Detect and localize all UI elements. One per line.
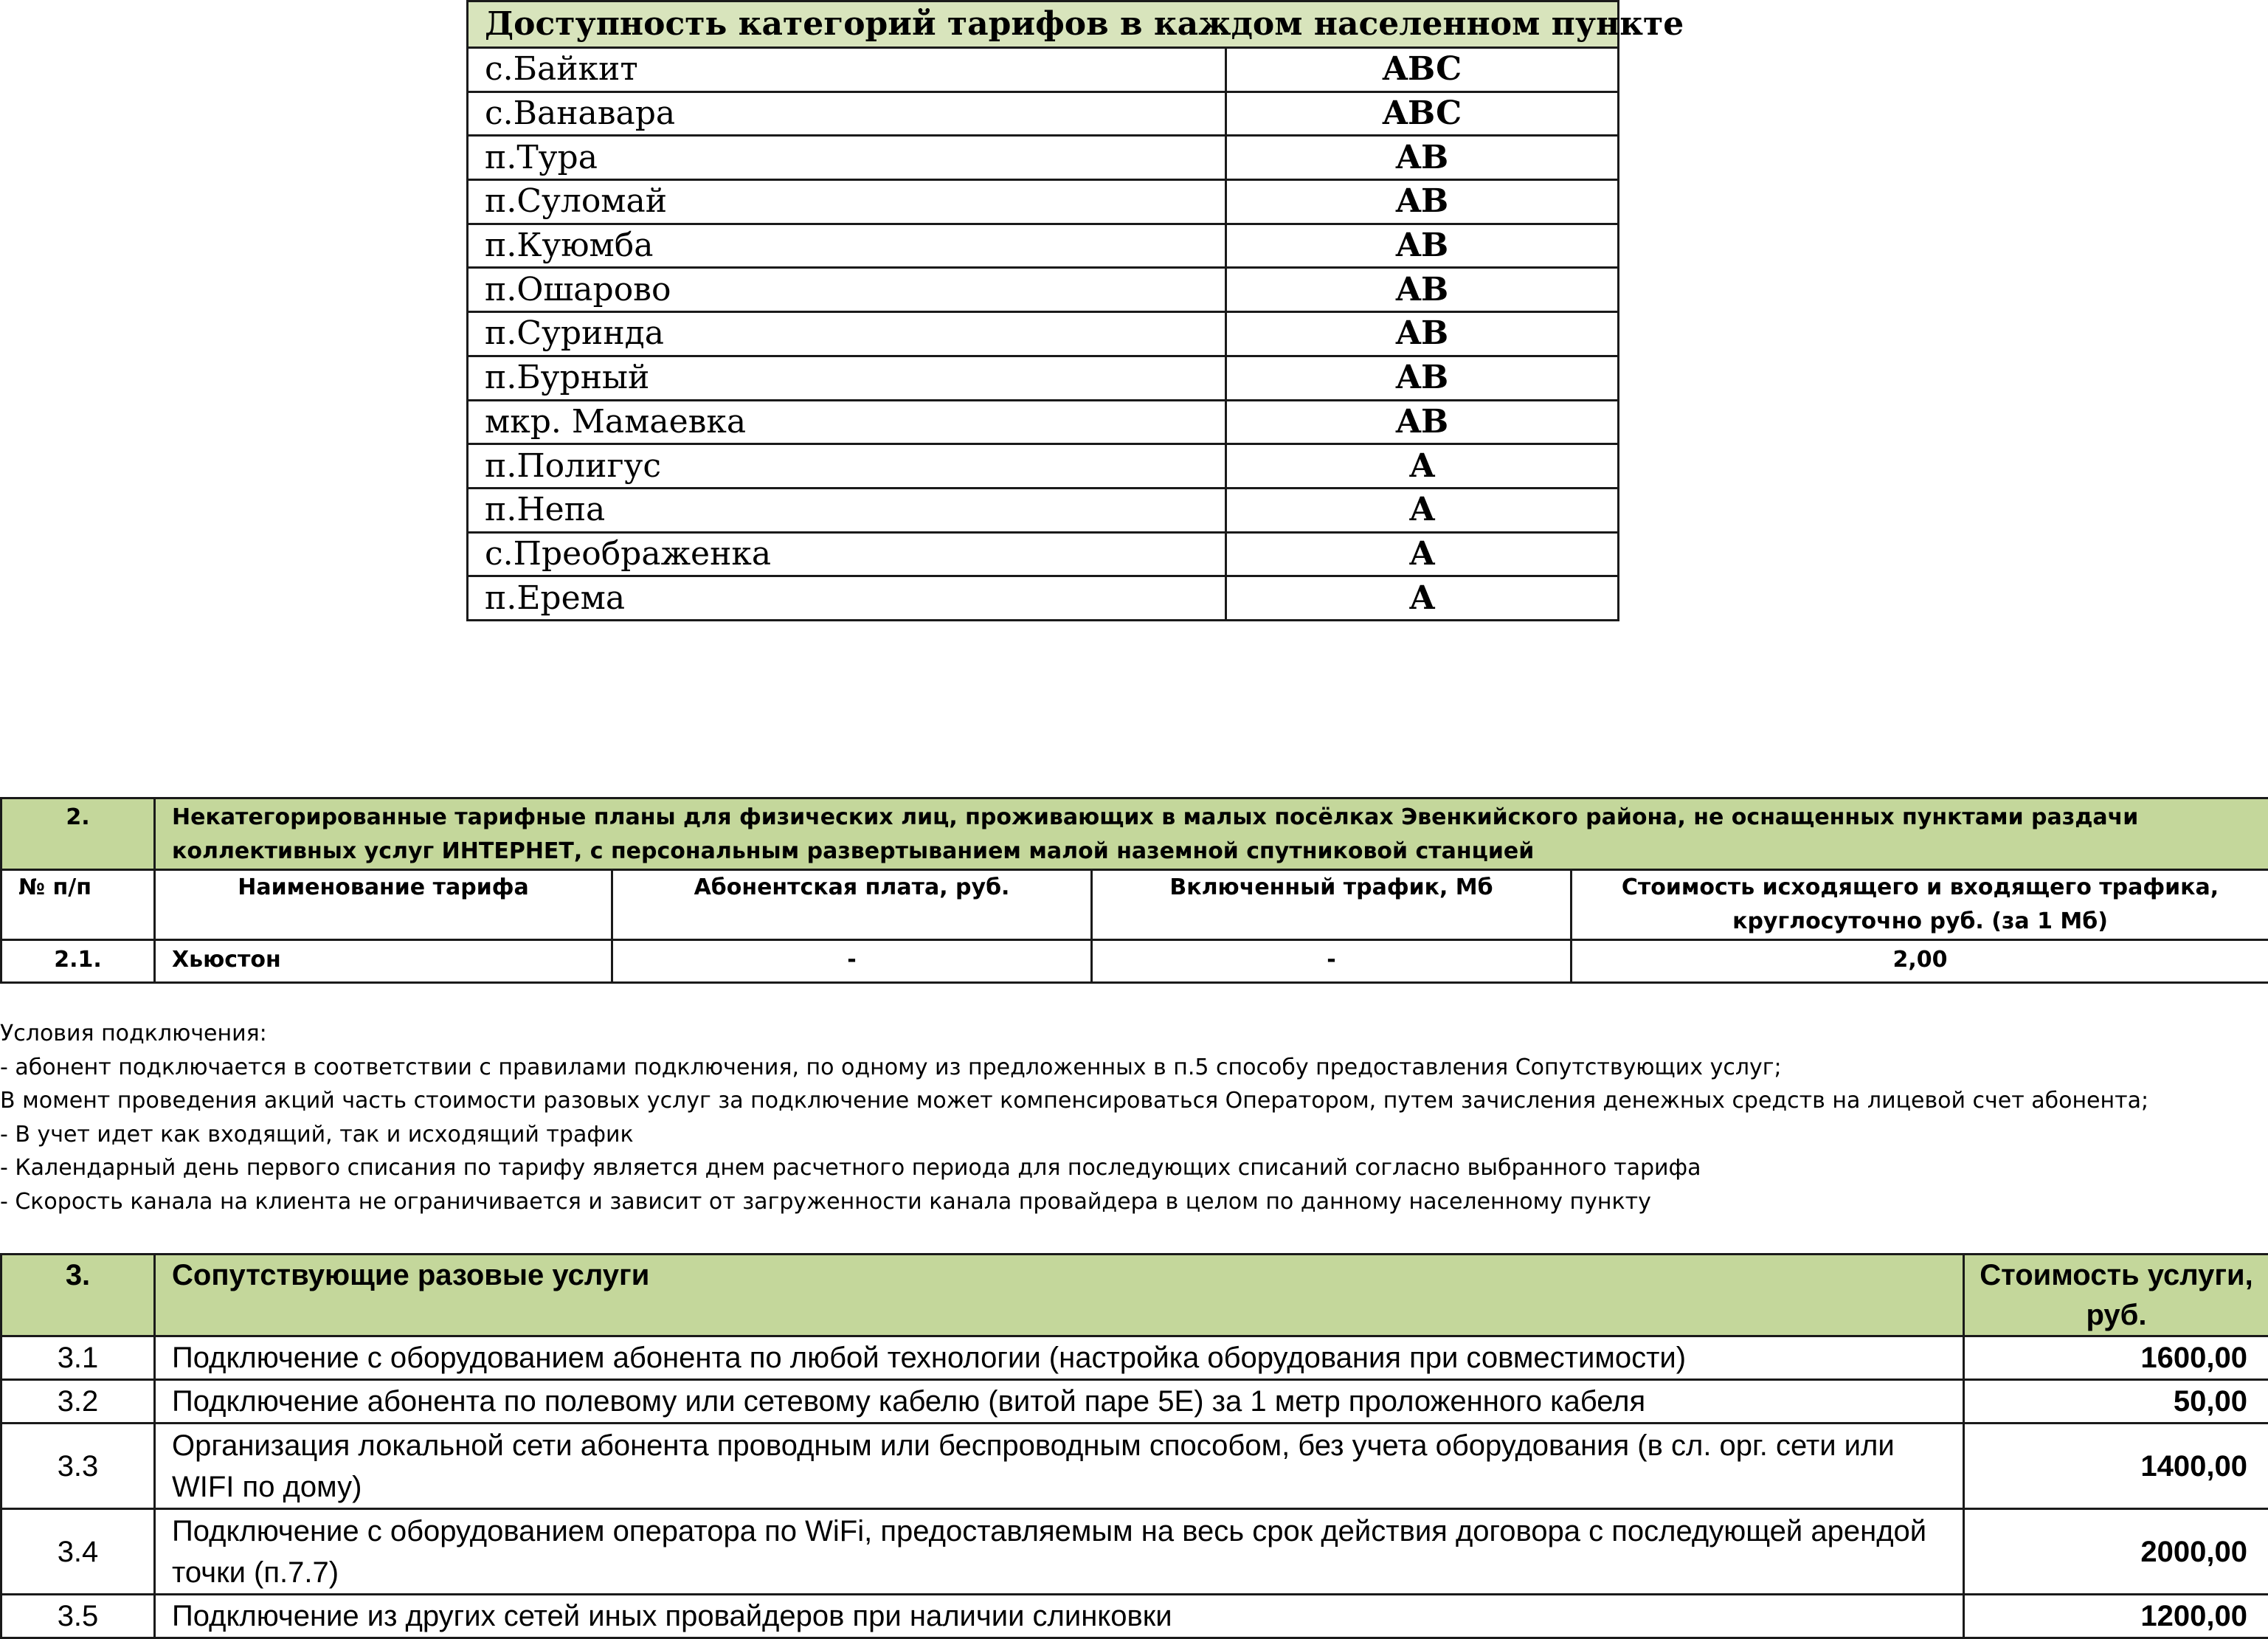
- column-header-tariff-name: Наименование тарифа: [155, 870, 612, 940]
- place-name: с.Байкит: [468, 48, 1226, 92]
- table-row: [468, 488, 1619, 532]
- column-header-subscription-fee: Абонентская плата, руб.: [612, 870, 1092, 940]
- tariff-categories: A: [1226, 444, 1619, 489]
- table-row: [1, 940, 2268, 983]
- table-row: [468, 180, 1619, 224]
- service-price: 2000,00: [1964, 1509, 2268, 1595]
- service-price: 50,00: [1964, 1380, 2268, 1424]
- condition-line: - В учет идет как входящий, так и исходящий трафик: [0, 1118, 2268, 1152]
- row-number: 3.5: [1, 1595, 155, 1638]
- tariff-categories: A: [1226, 532, 1619, 576]
- column-header-price: Стоимость услуги, руб.: [1964, 1255, 2268, 1336]
- section-title: Некатегорированные тарифные планы для физических лиц, проживающих в малых посёлках Эвенкийского района, не оснащенных пунктами раздачи коллективных услуг ИНТЕРНЕТ, с персональным развертыванием малой наземной спутниковой станцией: [155, 798, 2268, 870]
- place-name: п.Тура: [468, 136, 1226, 180]
- one-time-services-table: [0, 1253, 2268, 1639]
- tariff-categories: AB: [1226, 136, 1619, 180]
- service-description: Подключение с оборудованием абонента по любой технологии (настройка оборудования при совместимости): [155, 1336, 1964, 1380]
- row-number: 3.1: [1, 1336, 155, 1380]
- place-name: мкр. Мамаевка: [468, 400, 1226, 444]
- tariff-categories: ABC: [1226, 92, 1619, 136]
- condition-line: - Скорость канала на клиента не ограничивается и зависит от загруженности канала провайдера в целом по данному населенному пункту: [0, 1185, 2268, 1219]
- service-price: 1200,00: [1964, 1595, 2268, 1638]
- table-row: [1, 1424, 2268, 1509]
- table-row: [468, 48, 1619, 92]
- tariff-categories: A: [1226, 488, 1619, 532]
- connection-conditions: [0, 1017, 2268, 1218]
- section-header-row: [1, 798, 2268, 870]
- availability-table: [466, 0, 1619, 621]
- row-number: 3.3: [1, 1424, 155, 1509]
- place-name: п.Полигус: [468, 444, 1226, 489]
- table-row: [1, 1509, 2268, 1595]
- place-name: п.Суринда: [468, 312, 1226, 356]
- tariff-categories: AB: [1226, 356, 1619, 400]
- table-row: [1, 1595, 2268, 1638]
- tariff-categories: AB: [1226, 224, 1619, 268]
- tariff-categories: A: [1226, 576, 1619, 621]
- uncategorized-tariffs-table: [0, 797, 2268, 984]
- column-header-number: № п/п: [1, 870, 155, 940]
- table-row: [468, 400, 1619, 444]
- table-row: [468, 92, 1619, 136]
- row-number: 3.4: [1, 1509, 155, 1595]
- table-row: [468, 576, 1619, 621]
- service-price: 1400,00: [1964, 1424, 2268, 1509]
- column-header-traffic-price: Стоимость исходящего и входящего трафика, круглосуточно руб. (за 1 Мб): [1572, 870, 2268, 940]
- tariff-name: Хьюстон: [155, 940, 612, 983]
- table-row: [468, 312, 1619, 356]
- section-title: Сопутствующие разовые услуги: [155, 1255, 1964, 1336]
- place-name: п.Куюмба: [468, 224, 1226, 268]
- tariff-categories: AB: [1226, 312, 1619, 356]
- availability-title: Доступность категорий тарифов в каждом населенном пункте: [468, 1, 1619, 48]
- table-row: [1, 1380, 2268, 1424]
- tariff-categories: ABC: [1226, 48, 1619, 92]
- service-description: Организация локальной сети абонента проводным или беспроводным способом, без учета оборудования (в сл. орг. сети или WIFI по дому): [155, 1424, 1964, 1509]
- table-row: [468, 224, 1619, 268]
- row-number: 2.1.: [1, 940, 155, 983]
- traffic-price: 2,00: [1572, 940, 2268, 983]
- table-row: [468, 268, 1619, 312]
- table-row: [468, 444, 1619, 489]
- included-traffic: -: [1092, 940, 1572, 983]
- conditions-heading: Условия подключения:: [0, 1017, 2268, 1051]
- service-description: Подключение абонента по полевому или сетевому кабелю (витой паре 5E) за 1 метр проложенного кабеля: [155, 1380, 1964, 1424]
- condition-line: В момент проведения акций часть стоимости разовых услуг за подключение может компенсироваться Оператором, путем зачисления денежных средств на лицевой счет абонента;: [0, 1084, 2268, 1118]
- table-row: [1, 1336, 2268, 1380]
- place-name: п.Суломай: [468, 180, 1226, 224]
- place-name: п.Ошарово: [468, 268, 1226, 312]
- tariff-categories: AB: [1226, 400, 1619, 444]
- service-price: 1600,00: [1964, 1336, 2268, 1380]
- service-description: Подключение из других сетей иных провайдеров при наличии слинковки: [155, 1595, 1964, 1638]
- place-name: п.Ерема: [468, 576, 1226, 621]
- section-number: 3.: [1, 1255, 155, 1336]
- subscription-fee: -: [612, 940, 1092, 983]
- section-header-row: [1, 1255, 2268, 1336]
- row-number: 3.2: [1, 1380, 155, 1424]
- place-name: с.Ванавара: [468, 92, 1226, 136]
- table-row: [468, 532, 1619, 576]
- tariff-categories: AB: [1226, 180, 1619, 224]
- place-name: п.Бурный: [468, 356, 1226, 400]
- condition-line: - абонент подключается в соответствии с правилами подключения, по одному из предложенных в п.5 способу предоставления Сопутствующих услуг;: [0, 1051, 2268, 1085]
- place-name: с.Преображенка: [468, 532, 1226, 576]
- section-number: 2.: [1, 798, 155, 870]
- tariff-categories: AB: [1226, 268, 1619, 312]
- place-name: п.Непа: [468, 488, 1226, 532]
- column-header-included-traffic: Включенный трафик, Мб: [1092, 870, 1572, 940]
- condition-line: - Календарный день первого списания по тарифу является днем расчетного периода для последующих списаний согласно выбранного тарифа: [0, 1151, 2268, 1185]
- table-row: [468, 356, 1619, 400]
- availability-title-row: [468, 1, 1619, 48]
- table-row: [468, 136, 1619, 180]
- service-description: Подключение с оборудованием оператора по WiFi, предоставляемым на весь срок действия договора с последующей арендой точки (п.7.7): [155, 1509, 1964, 1595]
- column-header-row: [1, 870, 2268, 940]
